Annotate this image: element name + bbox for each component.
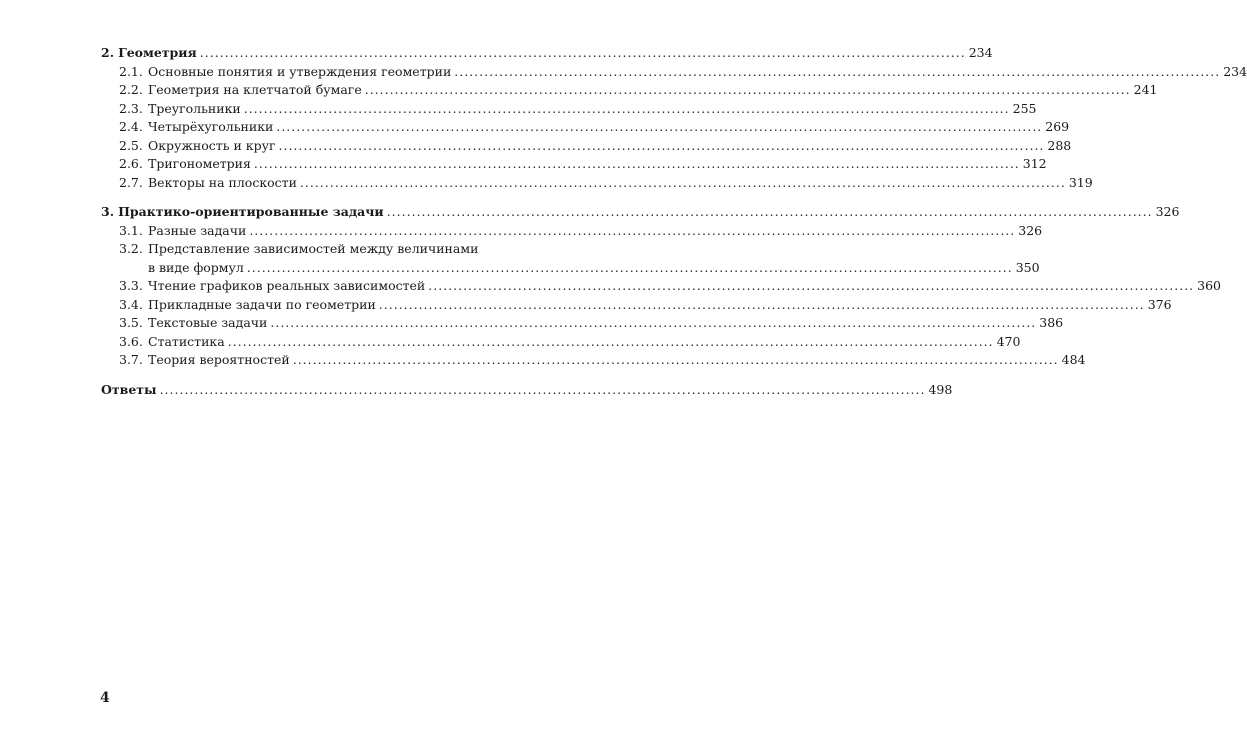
- toc-page-number: 350: [1015, 259, 1040, 275]
- toc-section-practical: [101, 203, 1222, 370]
- toc-page-number: 376: [1147, 296, 1172, 312]
- toc-item[interactable]: [101, 81, 1158, 100]
- toc-item-title: Треугольники: [148, 100, 241, 116]
- toc-item-title-line1: Представление зависимостей между величинами: [148, 241, 479, 256]
- toc-item-number: 3.1.: [119, 222, 143, 238]
- toc-item[interactable]: [101, 277, 1222, 296]
- dot-leader: [247, 259, 1013, 278]
- dot-leader: [270, 314, 1036, 333]
- toc-page-number: 312: [1022, 156, 1047, 171]
- dot-leader: [365, 81, 1131, 100]
- toc-page-number: 386: [1039, 315, 1064, 330]
- toc-item[interactable]: [101, 155, 1047, 174]
- dot-leader: [276, 118, 1042, 137]
- toc-item-title: Четырёхугольники: [148, 119, 274, 134]
- toc-item-title: Основные понятия и утверждения геометрии: [148, 63, 452, 79]
- dot-leader: [300, 174, 1066, 193]
- toc-section-geometry: [101, 44, 1247, 192]
- toc-item-line: [119, 240, 498, 259]
- toc-item[interactable]: [101, 174, 1093, 193]
- toc-item-title: Прикладные задачи по геометрии: [148, 296, 376, 312]
- toc-page-number: 241: [1133, 82, 1158, 97]
- dot-leader: [228, 333, 994, 352]
- toc-item[interactable]: [101, 333, 1021, 352]
- toc-item-title: Разные задачи: [148, 222, 247, 238]
- toc-page-number: 319: [1068, 174, 1093, 190]
- toc-heading-answers[interactable]: [101, 381, 953, 400]
- toc-page-number: 326: [1018, 222, 1043, 238]
- toc-item-title: Текстовые задачи: [148, 315, 268, 330]
- toc-page-number: 326: [1155, 204, 1180, 219]
- toc-item-title: Векторы на плоскости: [148, 174, 297, 190]
- dot-leader: [387, 203, 1153, 222]
- toc-heading-number: 3.: [101, 204, 115, 219]
- toc-item[interactable]: [101, 100, 1037, 119]
- toc-page-number: 269: [1045, 119, 1070, 134]
- toc-heading-geometry[interactable]: [101, 44, 993, 63]
- toc-item-number: 3.2.: [119, 241, 143, 256]
- table-of-contents: [101, 44, 1247, 410]
- toc-item[interactable]: [101, 137, 1072, 156]
- toc-item-title: Статистика: [148, 333, 225, 349]
- toc-item[interactable]: [101, 351, 1086, 370]
- toc-item-title: Теория вероятностей: [148, 352, 290, 367]
- dot-leader: [293, 351, 1059, 370]
- dot-leader: [160, 381, 926, 400]
- toc-section-answers: [101, 381, 953, 400]
- toc-page-number: 484: [1061, 352, 1086, 367]
- toc-heading-title: Геометрия: [118, 45, 197, 60]
- toc-item[interactable]: [101, 314, 1064, 333]
- toc-page-number: 234: [968, 45, 993, 60]
- toc-item-number: 2.1.: [119, 63, 143, 79]
- dot-leader: [379, 296, 1145, 315]
- toc-item-title-line2: в виде формул: [148, 259, 244, 275]
- toc-item-number: 2.5.: [119, 137, 143, 153]
- toc-item-number: 2.3.: [119, 100, 143, 116]
- dot-leader: [454, 63, 1220, 82]
- toc-page-number: 234: [1223, 63, 1247, 79]
- toc-item-number: 3.5.: [119, 315, 143, 330]
- toc-item[interactable]: [101, 63, 1247, 82]
- footer-page-number: 4: [100, 690, 110, 706]
- toc-page-number: 288: [1047, 137, 1072, 153]
- toc-item-number: 2.6.: [119, 156, 143, 171]
- toc-heading-title: Ответы: [101, 381, 157, 397]
- dot-leader: [244, 100, 1010, 119]
- dot-leader: [249, 222, 1015, 241]
- toc-item[interactable]: [101, 296, 1172, 315]
- toc-page-number: 360: [1197, 278, 1222, 293]
- toc-item-title: Окружность и круг: [148, 137, 276, 153]
- dot-leader: [200, 44, 966, 63]
- toc-item-title: Геометрия на клетчатой бумаге: [148, 82, 362, 97]
- dot-leader: [428, 277, 1194, 296]
- toc-item-number: 3.4.: [119, 296, 143, 312]
- toc-heading-number: 2.: [101, 45, 115, 60]
- toc-item-number: 2.7.: [119, 174, 143, 190]
- toc-item[interactable]: [101, 118, 1070, 137]
- toc-item-title: Тригонометрия: [148, 156, 251, 171]
- toc-item-line: [119, 259, 1040, 278]
- toc-page-number: 470: [996, 333, 1021, 349]
- toc-item[interactable]: [101, 222, 1043, 241]
- dot-leader: [254, 155, 1020, 174]
- dot-leader: [279, 137, 1045, 156]
- toc-item[interactable]: [101, 240, 1040, 277]
- toc-heading-title: Практико-ориентированные задачи: [118, 204, 384, 219]
- toc-item-number: 3.3.: [119, 278, 143, 293]
- toc-page-number: 255: [1012, 100, 1037, 116]
- toc-item-number: 2.2.: [119, 82, 143, 97]
- toc-item-number: 3.7.: [119, 352, 143, 367]
- toc-item-number: 3.6.: [119, 333, 143, 349]
- toc-heading-practical[interactable]: [101, 203, 1180, 222]
- toc-page-number: 498: [928, 381, 953, 397]
- toc-item-number: 2.4.: [119, 119, 143, 134]
- toc-item-title: Чтение графиков реальных зависимостей: [148, 278, 426, 293]
